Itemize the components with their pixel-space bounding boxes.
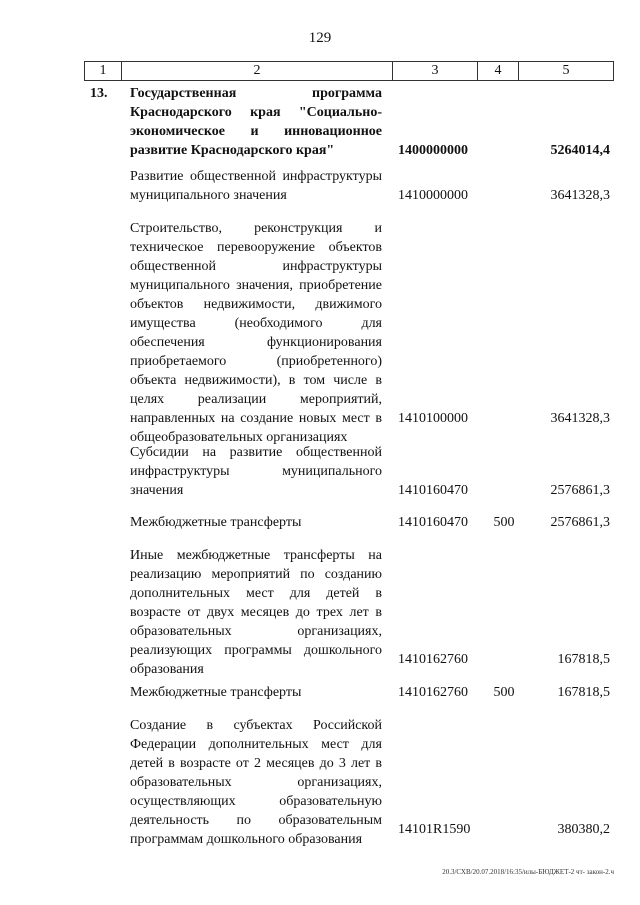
table-row xyxy=(84,84,610,160)
row-expense-type: 500 xyxy=(493,515,515,530)
row-number: 13. xyxy=(90,86,108,101)
row-amount: 2576861,3 xyxy=(550,515,610,530)
row-code: 1410160470 xyxy=(398,515,468,530)
row-description: Государственная программа Краснодарского края "Социально-экономическое и инновационное развитие Краснодарского края" xyxy=(130,86,382,158)
row-description: Субсидии на развитие общественной инфраструктуры муниципального значения xyxy=(130,445,382,498)
row-description: Создание в субъектах Российской Федерации дополнительных мест для детей в возрасте от 2 месяцев до 3 лет в образовательных организациях, осуществляющих образовательную деятельность по образовательным программам дошкольного образования xyxy=(130,718,382,847)
row-description: Развитие общественной инфраструктуры муниципального значения xyxy=(130,169,382,203)
row-description: Строительство, реконструкция и техническое перевооружение объектов общественной инфраструктуры муниципального значения, приобретение объектов недвижимости, движимого имущества (необходимого для обеспечения функционирования приобретаемого (приобретенного) объекта недвижимости), в том числе в целях реализации мероприятий, направленных на создание новых мест в общеобразовательных организациях xyxy=(130,221,382,445)
table-row xyxy=(84,683,610,702)
table-row xyxy=(84,716,610,847)
row-code: 1410160470 xyxy=(398,483,468,498)
row-code: 14101R1590 xyxy=(398,822,471,837)
table-row xyxy=(84,167,610,205)
header-col-3: 3 xyxy=(392,62,477,80)
row-code: 1410100000 xyxy=(398,411,468,426)
header-col-4: 4 xyxy=(477,62,518,80)
row-code: 1400000000 xyxy=(398,143,468,158)
row-expense-type: 500 xyxy=(493,685,515,700)
table-header xyxy=(84,61,614,81)
row-code: 1410000000 xyxy=(398,188,468,203)
row-amount: 167818,5 xyxy=(557,685,610,700)
page-number: 129 xyxy=(308,30,332,46)
table-row xyxy=(84,219,610,445)
row-code: 1410162760 xyxy=(398,652,468,667)
row-description: Межбюджетные трансферты xyxy=(130,515,302,530)
row-description: Межбюджетные трансферты xyxy=(130,685,302,700)
row-amount: 3641328,3 xyxy=(550,411,610,426)
row-code: 1410162760 xyxy=(398,685,468,700)
row-amount: 5264014,4 xyxy=(550,143,610,158)
header-col-5: 5 xyxy=(518,62,613,80)
header-col-1: 1 xyxy=(99,63,107,78)
row-amount: 380380,2 xyxy=(557,822,610,837)
footer-stamp: 20.3/СХВ/20.07.2018/16:35/илы-БЮДЖЕТ-2 чт- закон-2.ч xyxy=(442,868,614,876)
table-row xyxy=(84,546,610,677)
table-row xyxy=(84,513,610,532)
table-row xyxy=(84,443,610,500)
row-amount: 3641328,3 xyxy=(550,188,610,203)
row-amount: 2576861,3 xyxy=(550,483,610,498)
row-amount: 167818,5 xyxy=(557,652,610,667)
header-col-2: 2 xyxy=(121,62,392,80)
row-description: Иные межбюджетные трансферты на реализацию мероприятий по созданию дополнительных мест для детей в возрасте от двух месяцев до трех лет в образовательных организациях, реализующих программы дошкольного образования xyxy=(130,548,382,677)
